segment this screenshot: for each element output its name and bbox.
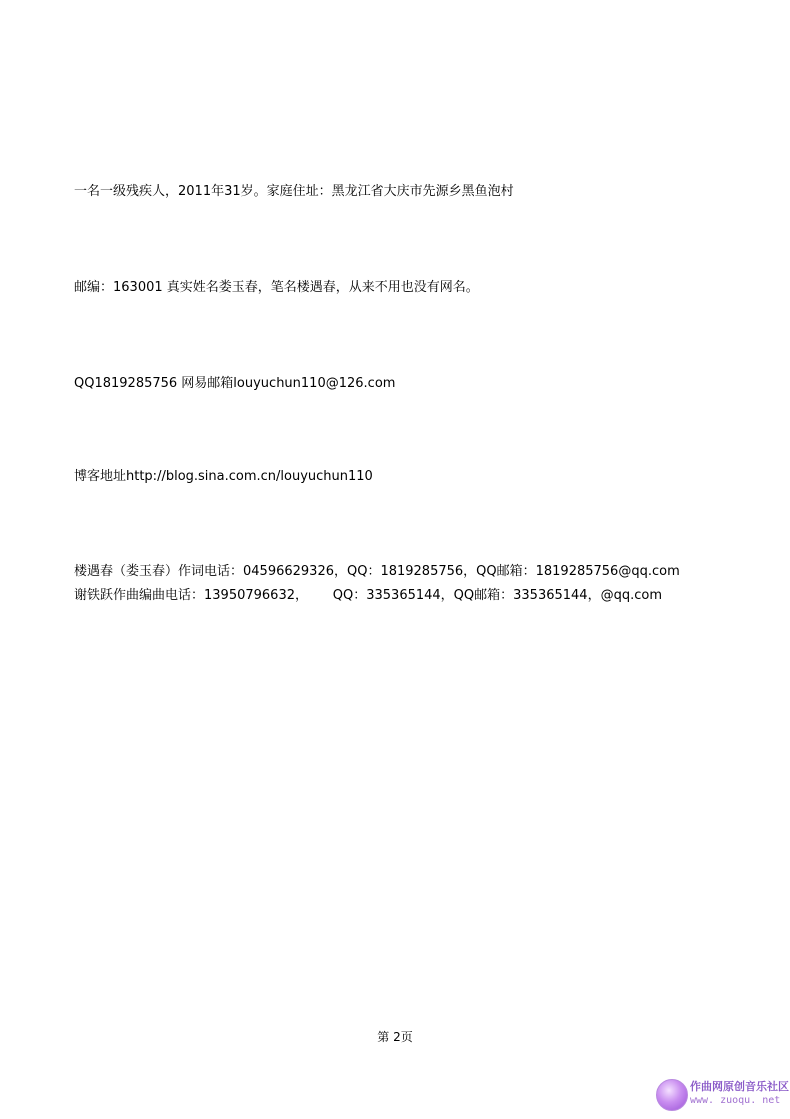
- watermark-site-name: 作曲网原创音乐社区: [690, 1080, 789, 1093]
- postcode-name-line: 邮编：163001 真实姓名娄玉春，笔名楼遇春，从来不用也没有网名。: [74, 280, 479, 295]
- qq-email-line: QQ1819285756 网易邮箱louyuchun110@126.com: [74, 376, 396, 391]
- page-number: 第 2页: [377, 1030, 413, 1044]
- watermark-url: www. zuoqu. net: [690, 1095, 781, 1106]
- composer-contact-line: 谢铁跃作曲编曲电话：13950796632， QQ：335365144，QQ邮箱：335365144，@qq.com: [74, 588, 662, 603]
- blog-address-line: 博客地址http://blog.sina.com.cn/louyuchun110: [74, 469, 373, 484]
- site-watermark: [656, 1077, 789, 1111]
- disability-address-line: 一名一级残疾人，2011年31岁。家庭住址：黑龙江省大庆市先源乡黑鱼泡村: [74, 184, 514, 199]
- music-logo-icon: [656, 1079, 688, 1111]
- lyricist-contact-line: 楼遇春（娄玉春）作词电话：04596629326，QQ：1819285756，QQ邮箱：1819285756@qq.com: [74, 564, 680, 579]
